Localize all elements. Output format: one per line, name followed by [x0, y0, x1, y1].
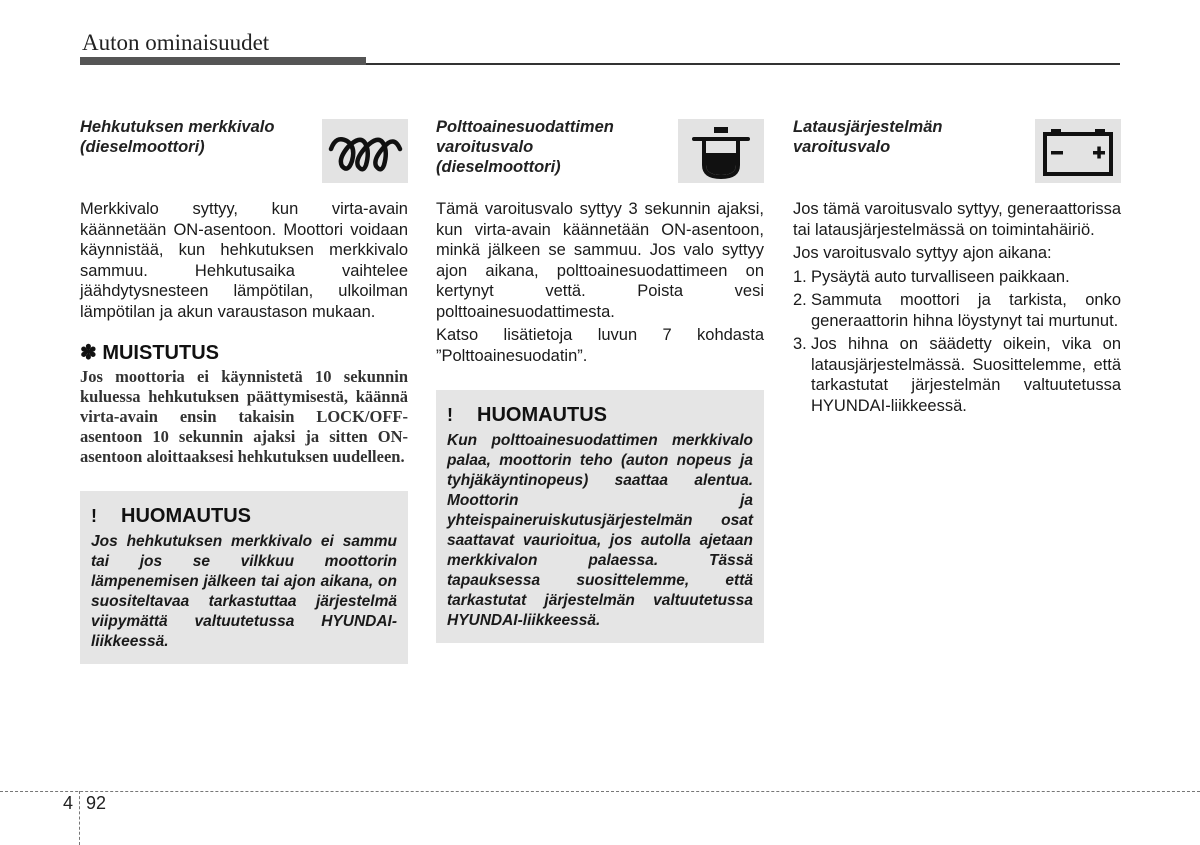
- section-body: Merkkivalo syttyy, kun virta-avain käännetään ON-asentoon. Moottori voidaan käynnistää, kun hehkutuksen merkkivalo sammuu. Hehkutusaika vaihtelee jäähdytysnesteen lämpötilan, ulkoilman lämpötilan ja akun varaustason mukaan.: [80, 200, 408, 321]
- section-body-lead: Jos varoitusvalo syttyy ajon aikana:: [793, 244, 1052, 262]
- warning-box: [80, 491, 408, 664]
- section-body-reference: Katso lisätietoja luvun 7 kohdasta ”Polttoainesuodatin”.: [436, 326, 764, 365]
- section-body: Jos tämä varoitusvalo syttyy, generaattorissa tai latausjärjestelmässä on toimintahäiriö.: [793, 200, 1122, 239]
- steps-list: [793, 267, 1121, 417]
- section-heading: Latausjärjestelmän varoitusvalo: [793, 118, 943, 156]
- list-item: 2. Sammuta moottori ja tarkista, onko generaattorin hihna löystynyt tai murtunut.: [793, 291, 1121, 330]
- warning-icon: !: [91, 506, 97, 526]
- section-heading: Polttoainesuodattimen varoitusvalo (dieselmoottori): [436, 118, 614, 176]
- header-rule: [366, 63, 1120, 65]
- warning-icon: !: [447, 405, 453, 425]
- footer-divider: [79, 791, 80, 845]
- note-title: ✽ MUISTUTUS: [80, 342, 219, 364]
- list-item: 1. Pysäytä auto turvalliseen paikkaan.: [793, 267, 1070, 286]
- list-item: 3. Jos hihna on säädetty oikein, vika on latausjärjestelmässä. Suosittelemme, että tarkastutat järjestelmän valtuutetussa HYUNDAI-liikkeessä.: [793, 335, 1121, 415]
- note-body: Jos moottoria ei käynnistetä 10 sekunnin kuluessa hehkutuksen päättymisestä, käännä virta-avain ensin takaisin LOCK/OFF-asentoon 10 sekunnin ajaksi ja sitten ON-asentoon aloittaaksesi hehkutuksen uudelleen.: [80, 367, 408, 466]
- glow-plug-icon: [322, 119, 408, 183]
- section-body: Tämä varoitusvalo syttyy 3 sekunnin ajaksi, kun virta-avain käännetään ON-asentoon, minkä jälkeen se sammuu. Jos valo syttyy ajon aikana, polttoainesuodattimeen on kertynyt vettä. Poista vesi polttoainesuodattimesta.: [436, 200, 764, 321]
- fuel-filter-section: [436, 117, 764, 643]
- page-number: 92: [86, 793, 107, 813]
- warning-title: HUOMAUTUS: [477, 404, 607, 426]
- footer-rule: [0, 791, 1200, 792]
- glow-indicator-section: [80, 117, 408, 664]
- fuel-filter-icon: [678, 119, 764, 183]
- warning-body: Jos hehkutuksen merkkivalo ei sammu tai jos se vilkkuu moottorin lämpenemisen jälkeen tai ajon aikana, on suositeltavaa tarkastuttaa järjestelmä viipymättä valtuutetussa HYUNDAI-liikkeessä.: [91, 533, 397, 650]
- chapter-number: 4: [63, 793, 74, 813]
- warning-box: [436, 390, 764, 643]
- charging-system-section: [793, 117, 1121, 419]
- warning-title: HUOMAUTUS: [121, 505, 251, 527]
- header-bar: [80, 57, 366, 65]
- page-header-title: Auton ominaisuudet: [82, 30, 270, 55]
- warning-body: Kun polttoainesuodattimen merkkivalo palaa, moottorin teho (auton nopeus ja tyhjäkäyntinopeus) saattaa alentua. Moottorin ja yhteispaineruiskutusjärjestelmän osat saattavat vaurioitua, jos autolla ajetaan merkkivalon palaessa. Tässä tapauksessa suosittelemme, että tarkastutat järjestelmän valtuutetussa HYUNDAI-liikkeessä.: [447, 432, 753, 629]
- section-heading: Hehkutuksen merkkivalo (dieselmoottori): [80, 118, 275, 156]
- battery-icon: [1035, 119, 1121, 183]
